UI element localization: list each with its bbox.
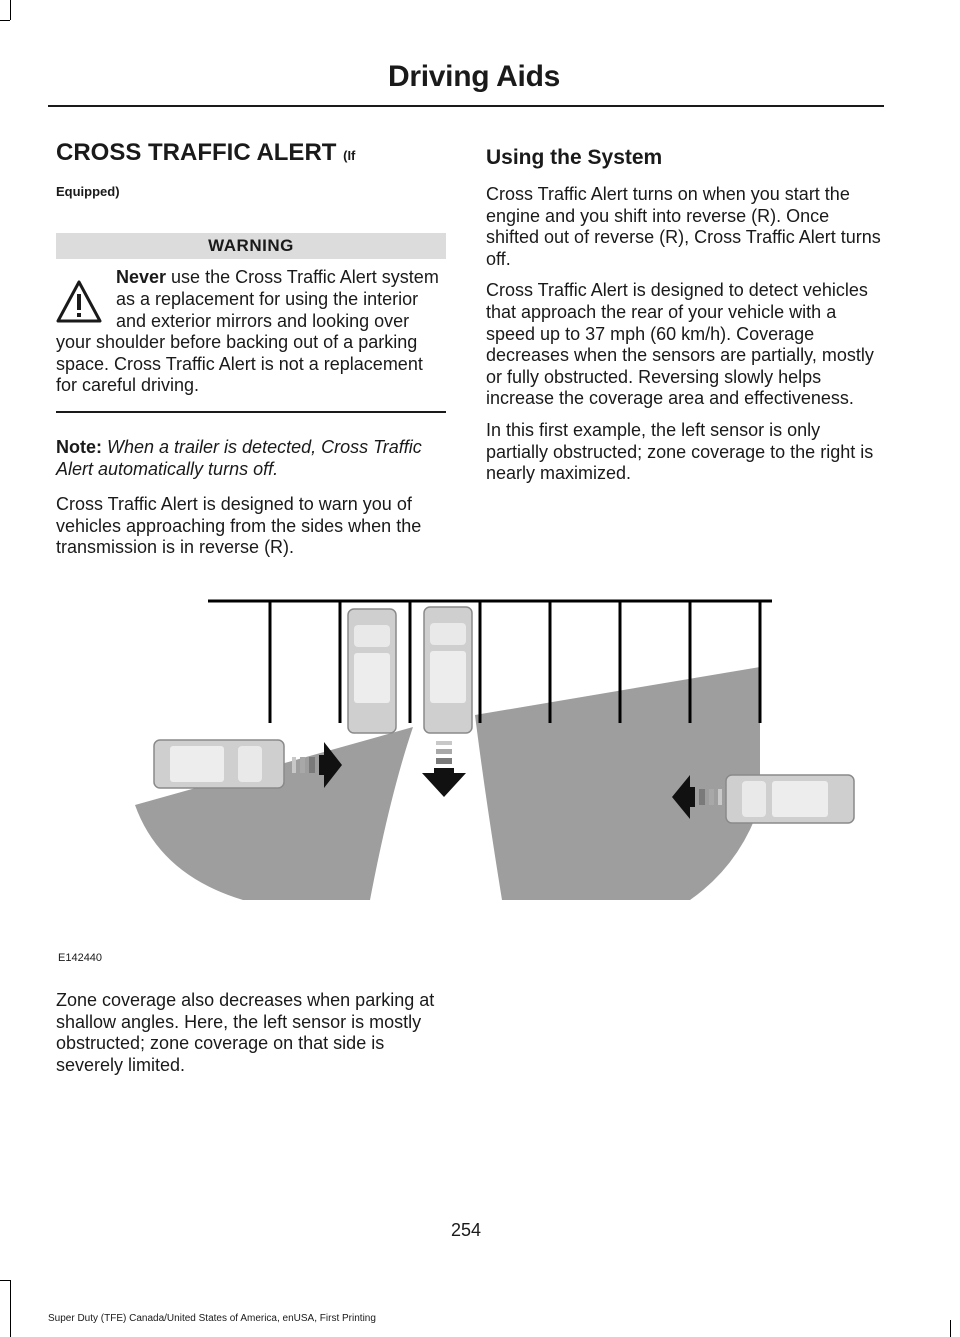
left-column bbox=[56, 140, 446, 559]
right-coverage-zone bbox=[475, 667, 760, 900]
warning-body: use the Cross Traffic Alert system as a replacement for using the interior and exterior mirrors and looking over your shoulder before backing out of a parking space. Cross Traffic Alert is not a replacement for careful driving. bbox=[56, 267, 439, 396]
paragraph: Zone coverage also decreases when parking at shallow angles. Here, the left sensor is mostly obstructed; zone coverage on that side is severely limited. bbox=[56, 990, 435, 1075]
right-approaching-car bbox=[726, 775, 854, 823]
right-column bbox=[486, 140, 882, 485]
warning-triangle-icon bbox=[56, 279, 102, 325]
section-title: Driving Aids bbox=[388, 60, 560, 93]
warning-divider bbox=[56, 411, 446, 413]
warning-text bbox=[56, 267, 439, 395]
cross-traffic-zone-diagram bbox=[130, 595, 890, 925]
crop-mark bbox=[950, 1320, 951, 1337]
crop-mark bbox=[10, 0, 11, 20]
own-vehicle bbox=[424, 607, 472, 733]
paragraph: Cross Traffic Alert is designed to warn you of vehicles approaching from the sides when the transmission is in reverse (R). bbox=[56, 494, 422, 558]
down-arrow-icon bbox=[422, 741, 466, 797]
left-approaching-car bbox=[154, 740, 284, 788]
note-text: When a trailer is detected, Cross Traffic Alert automatically turns off. bbox=[56, 436, 422, 479]
warning-label: WARNING bbox=[56, 233, 446, 259]
subsection-heading: Using the System bbox=[486, 146, 663, 169]
heading-subtext: Equipped) bbox=[56, 184, 120, 200]
heading-text: CROSS TRAFFIC ALERT bbox=[56, 139, 337, 166]
warning-box bbox=[56, 267, 446, 397]
warning-emphasis: Never bbox=[116, 267, 167, 288]
crop-mark bbox=[10, 1280, 11, 1337]
section-heading bbox=[56, 140, 446, 166]
header-divider bbox=[48, 105, 884, 107]
note bbox=[56, 437, 446, 480]
crop-mark bbox=[0, 20, 10, 21]
figure-code: E142440 bbox=[58, 952, 103, 964]
page-number: 254 bbox=[450, 1220, 482, 1240]
footer-text: Super Duty (TFE) Canada/United States of America, enUSA, First Printing bbox=[48, 1313, 376, 1324]
crop-mark bbox=[0, 1280, 10, 1281]
heading-suffix: (If bbox=[343, 148, 356, 163]
note-label: Note: bbox=[56, 436, 102, 457]
paragraph: In this first example, the left sensor is only partially obstructed; zone coverage to the right is nearly maximized. bbox=[486, 419, 874, 484]
paragraph: Cross Traffic Alert is designed to detect vehicles that approach the rear of your vehicle with a speed up to 37 mph (60 km/h). Coverage decreases when the sensors are partially, mostly or fully obstructed. Reversing slowly helps increase the coverage area and effectiveness. bbox=[486, 280, 874, 409]
parked-car bbox=[348, 609, 396, 733]
paragraph: Cross Traffic Alert turns on when you start the engine and you shift into reverse (R). Once shifted out of reverse (R), Cross Traffic Alert turns off. bbox=[486, 184, 881, 269]
